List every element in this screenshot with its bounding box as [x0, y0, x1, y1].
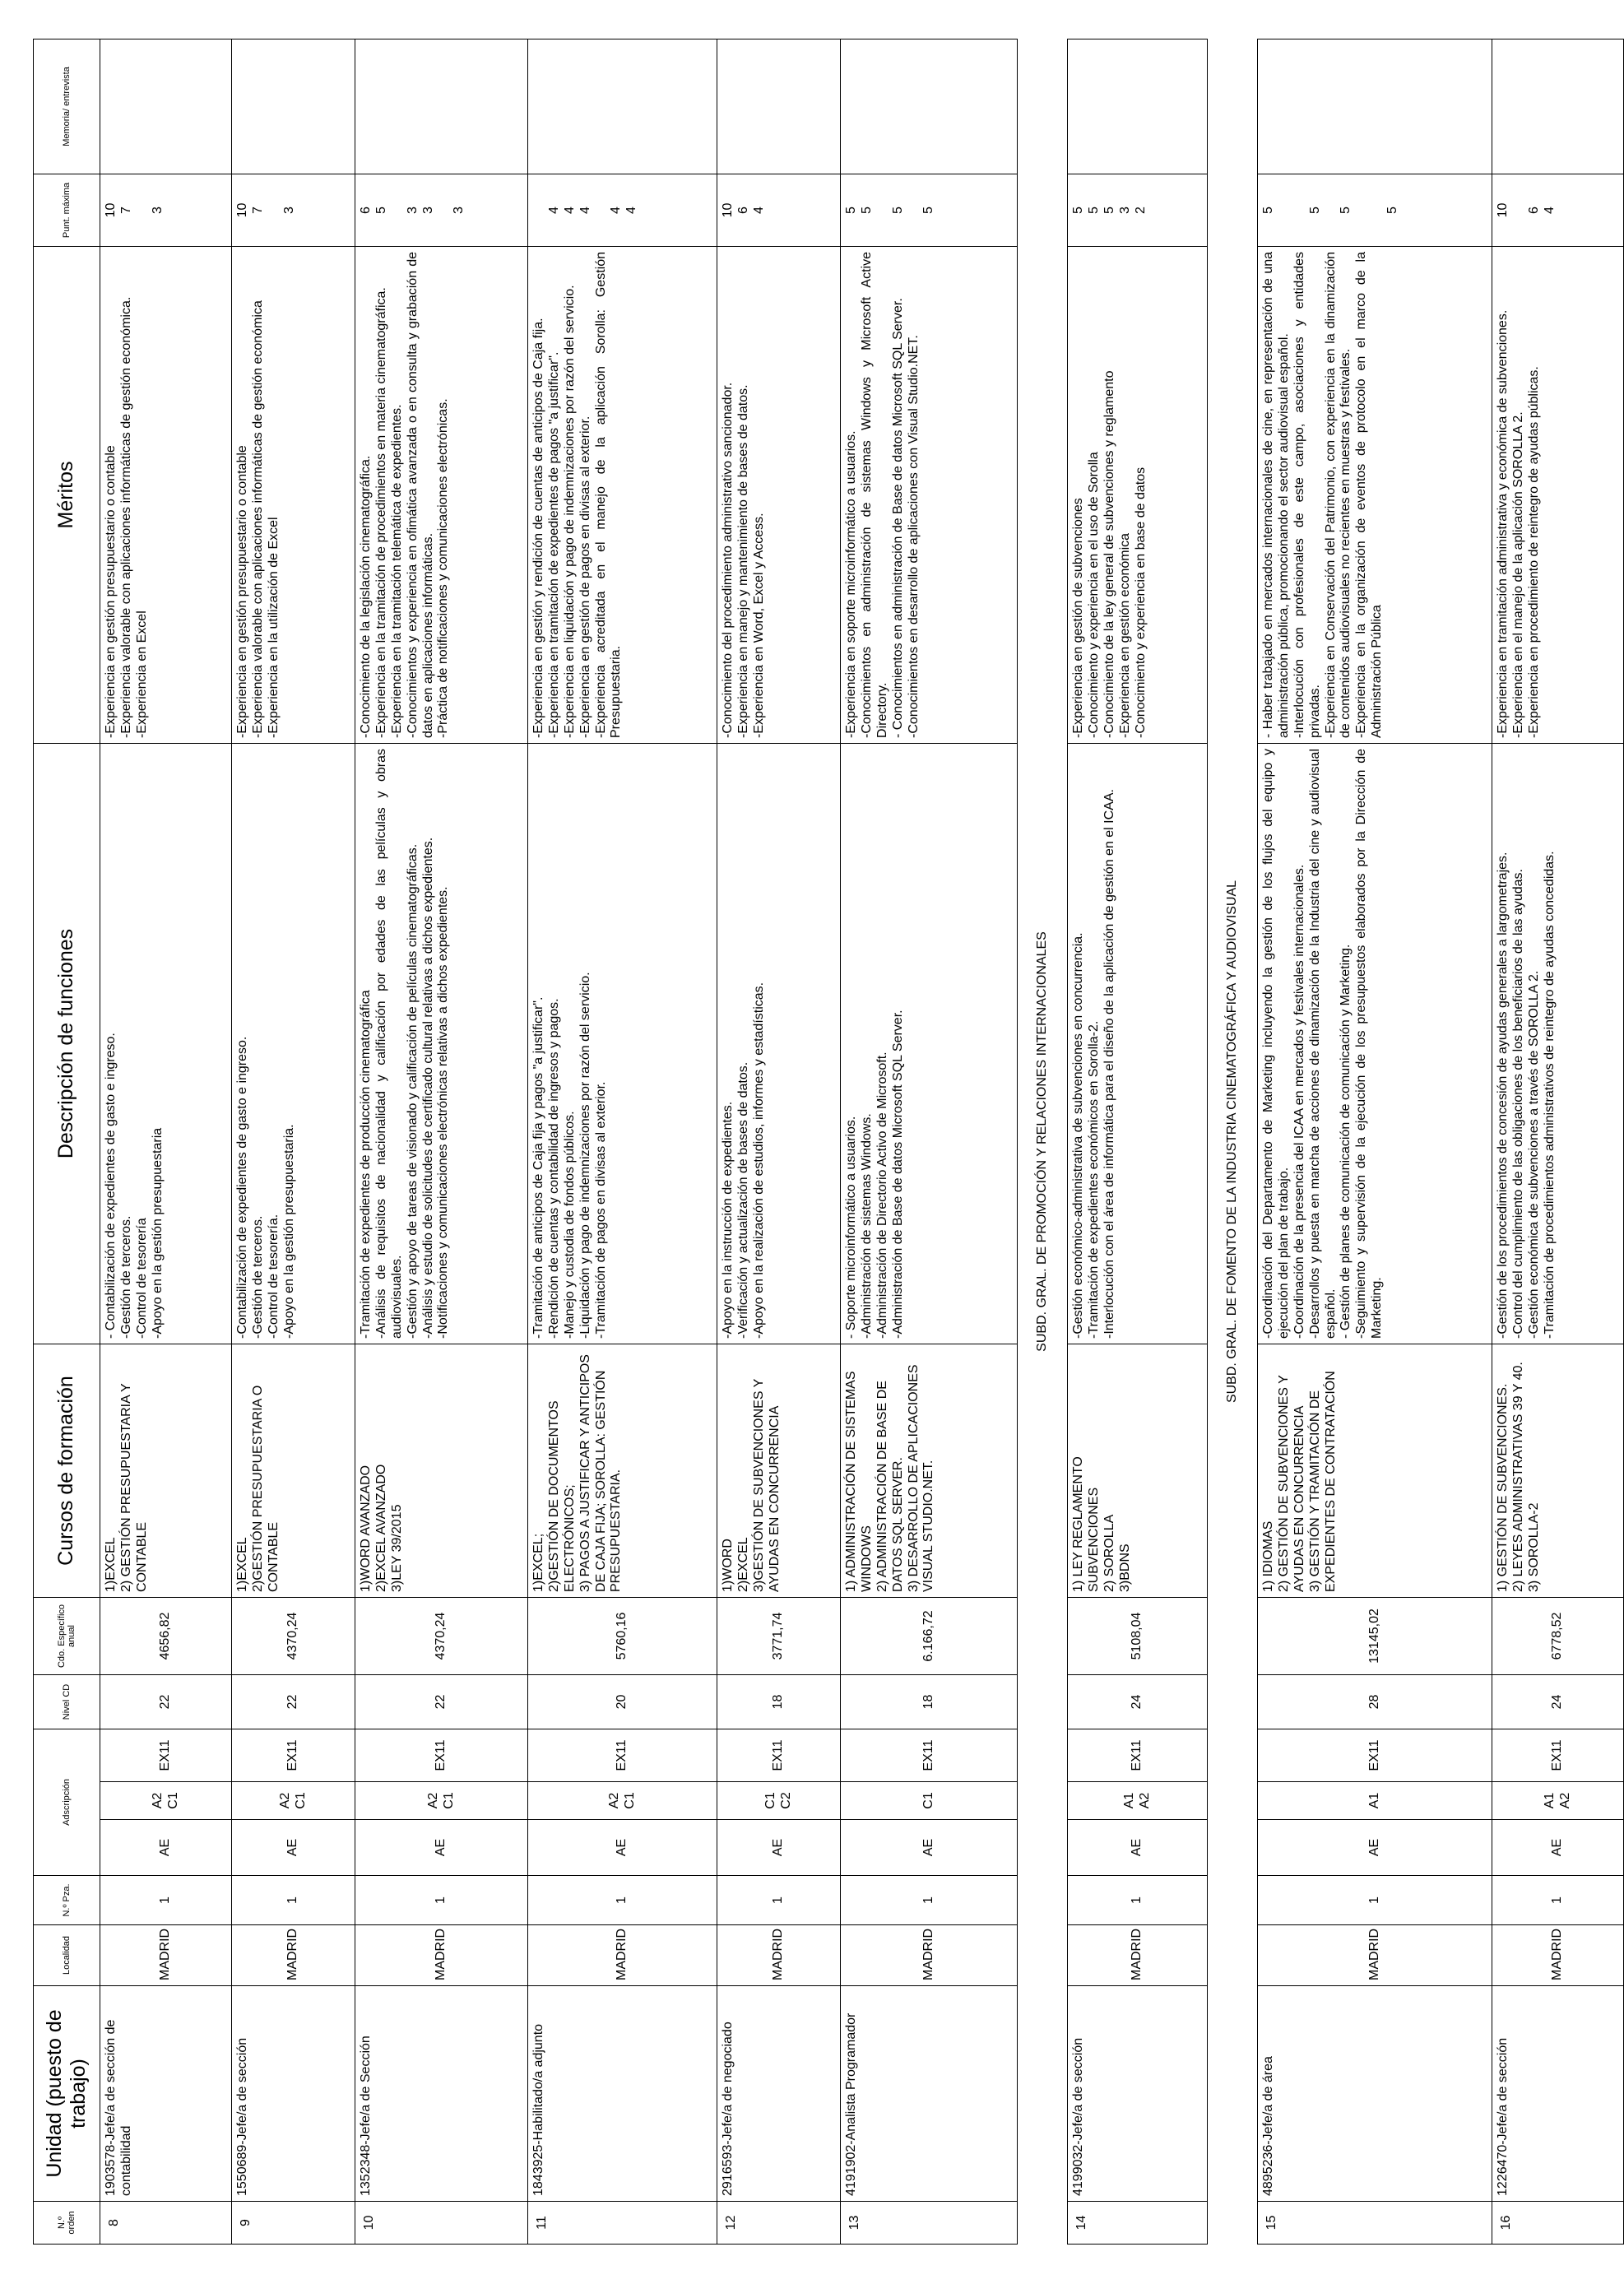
- adscripcion-cuerpo-cell: EX11: [100, 1729, 232, 1781]
- header-cursos: Cursos de formación: [34, 1344, 100, 1597]
- memoria-cell: [232, 39, 355, 174]
- puntuacion-cell: 10 6 4: [1492, 174, 1624, 246]
- header-n-orden: N.º orden: [34, 2202, 100, 2245]
- adscripcion-admin-cell: AE: [355, 1820, 528, 1876]
- memoria-cell: [841, 39, 1018, 174]
- table-row: [1068, 39, 1208, 2244]
- adscripcion-admin-cell: AE: [1258, 1820, 1492, 1876]
- meritos-cell: -Experiencia en gestión presupuestario o contable -Experiencia valorable con aplicaciones informáticas de gestión económica. -Experiencia en Excel: [100, 246, 232, 743]
- meritos-cell: -Experiencia en gestión de subvenciones -Conocimiento y experiencia en el uso de Sorolla -Conocimiento de la ley general de subvenciones y reglamento -Experiencia en gestión económica -Conocimiento y experiencia en base de datos: [1068, 246, 1208, 743]
- descripcion-cell: -Gestión económico-administrativa de subvenciones en concurrencia. -Tramitación de expedientes económicos en Sorolla-2. -Interlocución con el área de informática para el diseño de la aplicación de gestión en el ICAA.: [1068, 743, 1208, 1344]
- table-row: [841, 39, 1018, 2244]
- unit-cell: 1226470-Jefe/a de sección: [1492, 1986, 1624, 2202]
- unit-cell: 2916593-Jefe/a de negociado: [717, 1986, 841, 2202]
- row-number: 8: [100, 2202, 232, 2245]
- plazas-cell: 1: [1068, 1876, 1208, 1925]
- plazas-cell: 1: [1492, 1876, 1624, 1925]
- cursos-cell: 1)EXCEL 2) GESTIÓN PRESUPUESTARIA Y CONTABLE: [100, 1344, 232, 1597]
- nivel-cd-cell: 20: [528, 1674, 717, 1729]
- adscripcion-admin-cell: AE: [841, 1820, 1018, 1876]
- memoria-cell: [1258, 39, 1492, 174]
- header-n-pza: N.º Pza.: [34, 1876, 100, 1925]
- adscripcion-admin-cell: AE: [528, 1820, 717, 1876]
- header-meritos: Méritos: [34, 246, 100, 743]
- unit-cell: 4895236-Jefe/a de área: [1258, 1986, 1492, 2202]
- adscripcion-admin-cell: AE: [100, 1820, 232, 1876]
- adscripcion-group-cell: A2 C1: [232, 1782, 355, 1820]
- cursos-cell: 1) IDIOMAS 2) GESTIÓN DE SUBVENCIONES Y AYUDAS EN CONCURRENCIA 3) GESTIÓN Y TRAMITACIÓN DE EXPEDIENTES DE CONTRATACIÓN: [1258, 1344, 1492, 1597]
- unit-cell: 4191902-Analista Programador: [841, 1986, 1018, 2202]
- table-row: [100, 39, 232, 2244]
- cursos-cell: 1) GESTIÓN DE SUBVENCIONES. 2) LEYES ADMINISTRATIVAS 39 Y 40. 3) SOROLLA-2: [1492, 1344, 1624, 1597]
- adscripcion-cuerpo-cell: EX11: [841, 1729, 1018, 1781]
- memoria-cell: [528, 39, 717, 174]
- section-title: SUBD. GRAL. DE PROMOCIÓN Y RELACIONES INTERNACIONALES: [1018, 39, 1068, 2244]
- adscripcion-group-cell: A1: [1258, 1782, 1492, 1820]
- descripcion-cell: -Gestión de los procedimientos de concesión de ayudas generales a largometrajes. -Control del cumplimiento de las obligaciones de los beneficiarios de las ayudas. -Gestión económica de subvenciones a través de SOROLLA 2. -Tramitación de procedimientos administrativos de reintegro de ayudas concedidas.: [1492, 743, 1624, 1344]
- header-localidad: Localidad: [34, 1925, 100, 1986]
- table-row: [1492, 39, 1624, 2244]
- cdo-especifico-cell: 4370,24: [355, 1597, 528, 1674]
- table-row: [1258, 39, 1492, 2244]
- nivel-cd-cell: 24: [1492, 1674, 1624, 1729]
- puntuacion-cell: 5 5 5 5: [1258, 174, 1492, 246]
- adscripcion-group-cell: A1 A2: [1068, 1782, 1208, 1820]
- locality-cell: MADRID: [1068, 1925, 1208, 1986]
- locality-cell: MADRID: [100, 1925, 232, 1986]
- puntuacion-cell: 10 7 3: [100, 174, 232, 246]
- unit-cell: 1843925-Habilitado/a adjunto: [528, 1986, 717, 2202]
- table-row: [528, 39, 717, 2244]
- unit-cell: 1352348-Jefe/a de Sección: [355, 1986, 528, 2202]
- unit-cell: 1903578-Jefe/a de sección de contabilidad: [100, 1986, 232, 2202]
- row-number: 12: [717, 2202, 841, 2245]
- row-number: 13: [841, 2202, 1018, 2245]
- adscripcion-group-cell: A2 C1: [355, 1782, 528, 1820]
- table-row: [355, 39, 528, 2244]
- puntuacion-cell: 5 5 5 3 2: [1068, 174, 1208, 246]
- descripcion-cell: -Coordinación del Departamento de Marketing incluyendo la gestión de los flujos del equipo y ejecución del plan de trabajo. -Coordinación de la presencia del ICAA en mercados y festivales internacionales. -Desarrollos y puesta en marcha de acciones de dinamización de la Industria del cine y audiovisual español. - Gestión de planes de comunicación de comunicación y Marketing. -Seguimiento y supervisión de la ejecución de los presupuestos elaborados por la Dirección de Marketing.: [1258, 743, 1492, 1344]
- cdo-especifico-cell: 6.166,72: [841, 1597, 1018, 1674]
- plazas-cell: 1: [717, 1876, 841, 1925]
- adscripcion-cuerpo-cell: EX11: [1068, 1729, 1208, 1781]
- section-title: SUBD. GRAL. DE FOMENTO DE LA INDUSTRIA CINEMATOGRÁFICA Y AUDIOVISUAL: [1208, 39, 1258, 2244]
- memoria-cell: [717, 39, 841, 174]
- header-cdo-especifico: Cdo. Específico anual: [34, 1597, 100, 1674]
- plazas-cell: 1: [1258, 1876, 1492, 1925]
- memoria-cell: [100, 39, 232, 174]
- table-row: [232, 39, 355, 2244]
- cdo-especifico-cell: 4370,24: [232, 1597, 355, 1674]
- meritos-cell: -Experiencia en soporte microinformático a usuarios. -Conocimientos en administración de sistemas Windows y Microsoft Active Directory. - Conocimientos en administración de Base de datos Microsoft SQL Server. -Conocimientos en desarrollo de aplicaciones con Visual Studio.NET.: [841, 246, 1018, 743]
- plazas-cell: 1: [100, 1876, 232, 1925]
- locality-cell: MADRID: [355, 1925, 528, 1986]
- descripcion-cell: - Soporte microinformático a usuarios. -Administración de sistemas Windows. -Administración de Directorio Activo de Microsoft. -Administración de Base de datos Microsoft SQL Server.: [841, 743, 1018, 1344]
- cdo-especifico-cell: 3771,74: [717, 1597, 841, 1674]
- adscripcion-admin-cell: AE: [232, 1820, 355, 1876]
- nivel-cd-cell: 24: [1068, 1674, 1208, 1729]
- job-positions-table: [33, 39, 1624, 2245]
- cursos-cell: 1)EXCEL 2)GESTIÓN PRESUPUESTARIA O CONTABLE: [232, 1344, 355, 1597]
- row-number: 10: [355, 2202, 528, 2245]
- meritos-cell: - Haber trabajado en mercados internacionales de cine, en representación de una administración pública, promocionando el sector audiovisual español. -Interlocución con profesionales de este campo, asociaciones y entidades privadas. -Experiencia en Conservación del Patrimonio, con experiencia en la dinamización de contenidos audiovisuales no recientes en muestras y festivales. -Experiencia en la organización de eventos de protocolo en el marco de la Administración Pública: [1258, 246, 1492, 743]
- descripcion-cell: -Tramitación de expedientes de producción cinematográfica -Análisis de requisitos de nacionalidad y calificación por edades de las películas y obras audiovisuales. -Gestión y apoyo de tareas de visionado y calificación de películas cinematográficas. -Análisis y estudio de solicitudes de certificado cultural relativas a dichos expedientes. -Notificaciones y comunicaciones electrónicas relativas a dichos expedientes.: [355, 743, 528, 1344]
- nivel-cd-cell: 22: [232, 1674, 355, 1729]
- cursos-cell: 1)WORD AVANZADO 2)EXCEL AVANZADO 3)LEY 39/2015: [355, 1344, 528, 1597]
- descripcion-cell: -Apoyo en la instrucción de expedientes. -Verificación y actualización de bases de datos. -Apoyo en la realización de estudios, informes y estadísticas.: [717, 743, 841, 1344]
- nivel-cd-cell: 18: [717, 1674, 841, 1729]
- cdo-especifico-cell: 5760,16: [528, 1597, 717, 1674]
- nivel-cd-cell: 22: [355, 1674, 528, 1729]
- adscripcion-group-cell: A2 C1: [100, 1782, 232, 1820]
- row-number: 15: [1258, 2202, 1492, 2245]
- plazas-cell: 1: [355, 1876, 528, 1925]
- adscripcion-admin-cell: AE: [717, 1820, 841, 1876]
- row-number: 16: [1492, 2202, 1624, 2245]
- section-separator-row: [1018, 39, 1068, 2244]
- table-body: [100, 39, 1624, 2244]
- puntuacion-cell: 5 5 5 5: [841, 174, 1018, 246]
- meritos-cell: -Experiencia en gestión y rendición de cuentas de anticipos de Caja fija. -Experiencia en tramitación de expedientes de pagos "a justificar". -Experiencia en liquidación y pago de indemnizaciones por razón del servicio. -Experiencia en gestión de pagos en divisas al exterior. -Experiencia acreditada en el manejo de la aplicación Sorolla: Gestión Presupuestaria.: [528, 246, 717, 743]
- cursos-cell: 1)EXCEL; 2)GESTIÓN DE DOCUMENTOS ELECTRÓNICOS; 3) PAGOS A JUSTIFICAR Y ANTICIPOS DE CAJA FIJA; SOROLLA: GESTIÓN PRESUPUESTARIA.: [528, 1344, 717, 1597]
- cursos-cell: 1) ADMINISTRACIÓN DE SISTEMAS WINDOWS 2) ADMINISTRACIÓN DE BASE DE DATOS SQL SERVER. 3) DESARROLLO DE APLICACIONES VISUAL STUDIO.NET.: [841, 1344, 1018, 1597]
- row-number: 9: [232, 2202, 355, 2245]
- puntuacion-cell: 10 7 3: [232, 174, 355, 246]
- descripcion-cell: - Contabilización de expedientes de gasto e ingreso. -Gestión de terceros. -Control de tesorería -Apoyo en la gestión presupuestaria: [100, 743, 232, 1344]
- meritos-cell: -Conocimiento del procedimiento administrativo sancionador. -Experiencia en manejo y mantenimiento de bases de datos. -Experiencia en Word, Excel y Access.: [717, 246, 841, 743]
- plazas-cell: 1: [528, 1876, 717, 1925]
- adscripcion-cuerpo-cell: EX11: [1258, 1729, 1492, 1781]
- locality-cell: MADRID: [232, 1925, 355, 1986]
- nivel-cd-cell: 28: [1258, 1674, 1492, 1729]
- header-descripcion: Descripción de funciones: [34, 743, 100, 1344]
- locality-cell: MADRID: [1492, 1925, 1624, 1986]
- adscripcion-group-cell: A1 A2: [1492, 1782, 1624, 1820]
- puntuacion-cell: 6 5 3 3 3: [355, 174, 528, 246]
- locality-cell: MADRID: [1258, 1925, 1492, 1986]
- locality-cell: MADRID: [528, 1925, 717, 1986]
- meritos-cell: -Experiencia en gestión presupuestario o contable -Experiencia valorable con aplicaciones informáticas de gestión económica -Experiencia en la utilización de Excel: [232, 246, 355, 743]
- plazas-cell: 1: [232, 1876, 355, 1925]
- adscripcion-cuerpo-cell: EX11: [232, 1729, 355, 1781]
- adscripcion-admin-cell: AE: [1492, 1820, 1624, 1876]
- locality-cell: MADRID: [717, 1925, 841, 1986]
- section-separator-row: [1208, 39, 1258, 2244]
- meritos-cell: -Conocimiento de la legislación cinematográfica. -Experiencia en la tramitación de procedimientos en materia cinematográfica. -Experiencia en la tramitación telemática de expedientes. -Conocimientos y experiencia en ofimática avanzada o en consulta y grabación de datos en aplicaciones informáticas. -Práctica de notificaciones y comunicaciones electrónicas.: [355, 246, 528, 743]
- header-row: [34, 39, 100, 2244]
- adscripcion-group-cell: A2 C1: [528, 1782, 717, 1820]
- descripcion-cell: -Contabilización de expedientes de gasto e ingreso. -Gestión de terceros. -Control de tesorería. -Apoyo en la gestión presupuestaria.: [232, 743, 355, 1344]
- header-unidad: Unidad (puesto de trabajo): [34, 1986, 100, 2202]
- meritos-cell: -Experiencia en tramitación administrativa y económica de subvenciones. -Experiencia en el manejo de la aplicación SOROLLA 2. -Experiencia en procedimiento de reintegro de ayudas públicas.: [1492, 246, 1624, 743]
- adscripcion-group-cell: C1 C2: [717, 1782, 841, 1820]
- table-row: [717, 39, 841, 2244]
- cdo-especifico-cell: 13145,02: [1258, 1597, 1492, 1674]
- unit-cell: 1550689-Jefe/a de sección: [232, 1986, 355, 2202]
- header-adscripcion: Adscripción: [34, 1729, 100, 1875]
- cdo-especifico-cell: 5108,04: [1068, 1597, 1208, 1674]
- header-nivel-cd: Nivel CD: [34, 1674, 100, 1729]
- cursos-cell: 1) LEY REGLAMENTO SUBVENCIONES 2) SOROLLA 3)BDNS: [1068, 1344, 1208, 1597]
- unit-cell: 4199032-Jefe/a de sección: [1068, 1986, 1208, 2202]
- row-number: 11: [528, 2202, 717, 2245]
- memoria-cell: [1068, 39, 1208, 174]
- adscripcion-admin-cell: AE: [1068, 1820, 1208, 1876]
- adscripcion-cuerpo-cell: EX11: [528, 1729, 717, 1781]
- nivel-cd-cell: 18: [841, 1674, 1018, 1729]
- cursos-cell: 1)WORD 2)EXCEL 3)GESTIÓN DE SUBVENCIONES Y AYUDAS EN CONCURRENCIA: [717, 1344, 841, 1597]
- header-memoria: Memoria/ entrevista: [34, 39, 100, 174]
- memoria-cell: [355, 39, 528, 174]
- cdo-especifico-cell: 4656,82: [100, 1597, 232, 1674]
- adscripcion-cuerpo-cell: EX11: [1492, 1729, 1624, 1781]
- plazas-cell: 1: [841, 1876, 1018, 1925]
- descripcion-cell: -Tramitación de anticipos de Caja fija y pagos "a justificar". -Rendición de cuentas y contabilidad de ingresos y pagos. -Manejo y custodia de fondos públicos. -Liquidación y pago de indemnizaciones por razón del servicio. -Tramitación de pagos en divisas al exterior.: [528, 743, 717, 1344]
- locality-cell: MADRID: [841, 1925, 1018, 1986]
- adscripcion-cuerpo-cell: EX11: [717, 1729, 841, 1781]
- cdo-especifico-cell: 6778,52: [1492, 1597, 1624, 1674]
- adscripcion-group-cell: C1: [841, 1782, 1018, 1820]
- puntuacion-cell: 4 4 4 4 4: [528, 174, 717, 246]
- memoria-cell: [1492, 39, 1624, 174]
- row-number: 14: [1068, 2202, 1208, 2245]
- nivel-cd-cell: 22: [100, 1674, 232, 1729]
- adscripcion-cuerpo-cell: EX11: [355, 1729, 528, 1781]
- puntuacion-cell: 10 6 4: [717, 174, 841, 246]
- header-punt-maxima: Punt. máxima: [34, 174, 100, 246]
